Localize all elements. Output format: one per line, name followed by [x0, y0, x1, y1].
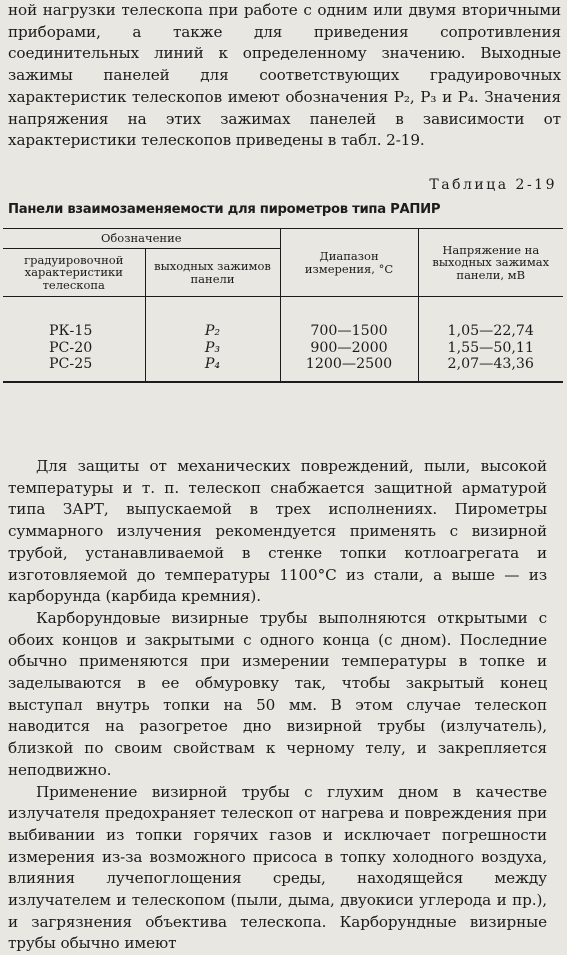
paragraph: Для защиты от механических повреждений, пыли, высокой температуры и т. п. телескоп снабжается защитной арматурой типа ЗАРТ, выпускаемой в трех исполнениях. Пирометры суммарного излучения рекомендуется применять с визирной трубой, устанавливаемой в стенке топки котлоагрегата и изготовляемой до температуры 1100°С из стали, а выше — из карборунда (карбида кремния).: [8, 457, 547, 606]
header-outputs: выходных зажимов панели: [145, 249, 280, 297]
cell-voltage: 2,07—43,36: [447, 356, 534, 372]
table-title: Панели взаимозаменяемости для пирометров типа РАПИР: [8, 202, 441, 217]
pyrometer-table: [3, 228, 563, 383]
table-caption: Таблица 2-19: [429, 177, 557, 193]
header-calibration: градуировочной характеристики телескопа: [3, 249, 145, 297]
body-text: [0, 456, 553, 955]
column-calibration: [3, 297, 145, 383]
cell-output: P₄: [204, 356, 221, 372]
header-range: Диапазон измерения, °С: [280, 229, 418, 297]
cell-calibration: РС-20: [49, 339, 93, 356]
table-body: [3, 297, 563, 383]
cell-calibration: РС-25: [49, 356, 93, 372]
paragraph: Применение визирной трубы с глухим дном в качестве излучателя предохраняет телескоп от нагрева и повреждения при выбивании из топки горячих газов и исключает погрешности измерения из-за возможного присоса в топку холодного воздуха, влияния лучепоглощения среды, находящейся между излучателем и телескопом (пыли, дыма, двуокиси углерода и пр.), и загрязнения объектива телескопа. Карборундные визирные трубы обычно имеют: [8, 782, 547, 953]
cell-output: P₂: [204, 323, 221, 339]
cell-range: 900—2000: [310, 339, 388, 356]
header-voltage: Напряжение на выходных зажимах панели, мВ: [418, 229, 563, 297]
paragraph: Карборундовые визирные трубы выполняются открытыми с обоих концов и закрытыми с одного конца (с дном). Последние обычно применяются при измерении температуры в топке и заделываются в ее обмуровку так, чтобы закрытый конец выступал внутрь топки на 50 мм. В этом случае телескоп наводится на разогретое дно визирной трубы (излучатель), близкой по своим свойствам к черному телу, и закрепляется неподвижно.: [8, 608, 547, 779]
intro-paragraph: ной нагрузки телескопа при работе с одним или двумя вторичными приборами, а также для приведения сопротивления соединительных линий к определенному значению. Выходные зажимы панелей для соответствующих градуировочных характеристик телескопов имеют обозначения P₂, P₃ и P₄. Значения напряжения на этих зажимах панелей в зависимости от характеристики телескопов приведены в табл. 2-19.: [8, 1, 561, 150]
column-outputs: [145, 297, 280, 383]
column-range: [280, 297, 418, 383]
cell-voltage: 1,05—22,74: [447, 323, 534, 339]
cell-range: 700—1500: [310, 323, 388, 339]
cell-output: P₃: [204, 339, 221, 356]
header-designation: Обозначение: [3, 229, 280, 249]
cell-voltage: 1,55—50,11: [447, 339, 534, 356]
column-voltage: [418, 297, 563, 383]
cell-range: 1200—2500: [305, 356, 393, 372]
cell-calibration: РК-15: [49, 323, 93, 339]
